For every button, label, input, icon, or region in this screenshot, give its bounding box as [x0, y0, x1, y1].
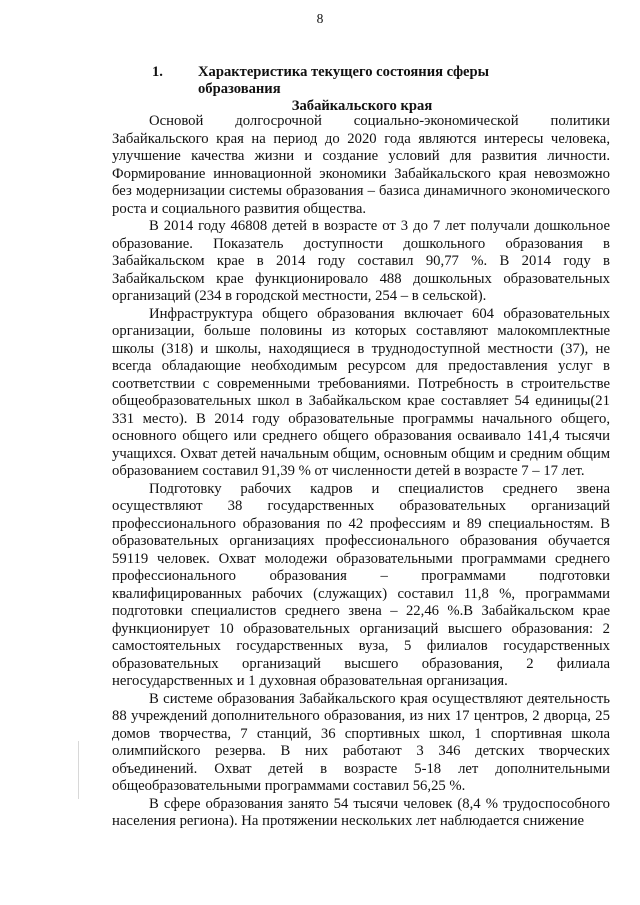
section-heading	[112, 64, 572, 115]
paragraph-preschool-education: В 2014 году 46808 детей в возрасте от 3 до 7 лет получали дошкольное образование. Показатель доступности дошкольного образования в Забайкальском крае в 2014 году составил 90,77 %. В 2014 году в Забайкальском крае функционировало 488 дошкольных образовательных организаций (234 в городской местности, 254 – в сельской).	[112, 218, 610, 304]
paragraph-general-education: Инфраструктура общего образования включает 604 образовательных организации, больше половины из которых составляют малокомплектные школы (318) и школы, находящиеся в труднодоступной местности (37), не всегда обладающие необходимым ресурсом для предоставления услуг в соответствии с современными требованиями. Потребность в строительстве общеобразовательных школ в Забайкальском крае составляет 54 единицы(21 331 место). В 2014 году образовательные программы начального общего, основного общего или среднего общего образования осваивало 141,4 тысячи учащихся. Охват детей начальным общим, основным общим и средним общим образованием составил 91,39 % от численности детей в возрасте 7 – 17 лет.	[112, 305, 610, 479]
margin-scan-mark	[78, 741, 79, 799]
document-body	[112, 113, 610, 831]
page-number: 8	[316, 11, 324, 26]
paragraph-professional-education: Подготовку рабочих кадров и специалистов среднего звена осуществляют 38 государственных образовательных организаций профессионального образования по 42 профессиям и 89 специальностям. В образовательных организациях профессионального образования обучается 59119 человек. Охват молодежи образовательными программами среднего профессионального образования – программами подготовки квалифицированных рабочих (служащих) составил 11,8 %, программами подготовки специалистов среднего звена – 22,46 %.В Забайкальском крае функционирует 10 образовательных организаций высшего образования: 2 самостоятельных государственных вуза, 5 филиалов государственных образовательных организаций высшего образования, 2 филиала негосударственных и 1 духовная образовательная организация.	[112, 480, 610, 689]
paragraph-education-policy: Основой долгосрочной социально-экономической политики Забайкальского края на период до 2020 года являются интересы человека, улучшение качества жизни и создание условий для развития личности. Формирование инновационной экономики Забайкальского края невозможно без модернизации системы образования – базиса динамичного экономического роста и социального развития общества.	[112, 113, 610, 217]
paragraph-additional-education: В системе образования Забайкальского края осуществляют деятельность 88 учреждений дополнительного образования, из них 17 центров, 2 дворца, 25 домов творчества, 7 станций, 36 спортивных школ, 1 спортивная школа олимпийского резерва. В них работают 3 346 детских творческих объединений. Охват детей в возрасте 5-18 лет дополнительными общеобразовательными программами составил 56,25 %.	[112, 690, 610, 794]
section-title-line-1: Характеристика текущего состояния сферы образования	[198, 64, 490, 97]
section-title-line-2: Забайкальского края	[291, 98, 433, 114]
paragraph-education-employment: В сфере образования занято 54 тысячи человек (8,4 % трудоспособного населения региона). На протяжении нескольких лет наблюдается снижение	[112, 795, 610, 829]
section-number: 1.	[152, 64, 163, 80]
